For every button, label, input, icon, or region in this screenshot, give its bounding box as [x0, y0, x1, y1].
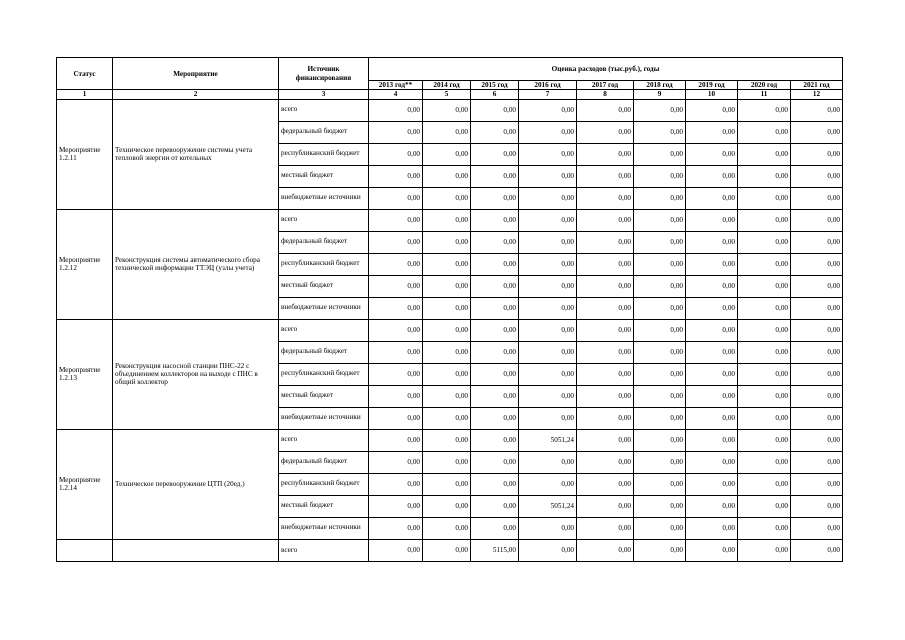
event-cell: Техническое перевооружение системы учета тепловой энергии от котельных [113, 99, 279, 209]
value-cell: 0,00 [369, 363, 423, 385]
value-cell: 0,00 [471, 451, 519, 473]
value-cell: 0,00 [471, 253, 519, 275]
year-header: 2020 год [738, 81, 791, 90]
event-cell: Реконструкция системы автоматического сбора технической информации ТТЭЦ (узлы учета) [113, 209, 279, 319]
value-cell: 0,00 [577, 473, 634, 495]
source-cell [279, 231, 369, 253]
source-cell [279, 187, 369, 209]
status-cell: Мероприятие 1.2.13 [57, 319, 113, 429]
source-cell [279, 385, 369, 407]
value-cell: 0,00 [471, 407, 519, 429]
value-cell: 0,00 [634, 297, 686, 319]
source-label: республиканский бюджет [281, 259, 360, 268]
value-cell: 0,00 [686, 187, 738, 209]
value-cell: 0,00 [738, 165, 791, 187]
value-cell: 0,00 [519, 341, 577, 363]
value-cell: 0,00 [738, 253, 791, 275]
value-cell: 0,00 [471, 165, 519, 187]
value-cell: 0,00 [519, 143, 577, 165]
source-label: республиканский бюджет [281, 369, 360, 378]
header-expenses: Оценка расходов (тыс.руб.), годы [369, 58, 843, 81]
column-number: 12 [791, 90, 843, 99]
value-cell: 0,00 [577, 407, 634, 429]
value-cell: 0,00 [791, 275, 843, 297]
value-cell: 0,00 [519, 121, 577, 143]
source-cell [279, 99, 369, 121]
value-cell: 0,00 [738, 99, 791, 121]
year-header: 2016 год [519, 81, 577, 90]
value-cell: 0,00 [423, 451, 471, 473]
value-cell: 0,00 [471, 121, 519, 143]
value-cell: 0,00 [471, 341, 519, 363]
value-cell: 0,00 [686, 253, 738, 275]
value-cell: 0,00 [634, 539, 686, 561]
value-cell: 0,00 [519, 451, 577, 473]
value-cell: 0,00 [791, 341, 843, 363]
value-cell: 0,00 [791, 165, 843, 187]
value-cell: 0,00 [791, 495, 843, 517]
value-cell: 0,00 [369, 495, 423, 517]
header-event: Мероприятие [113, 58, 279, 90]
source-cell [279, 495, 369, 517]
value-cell: 0,00 [634, 517, 686, 539]
value-cell: 0,00 [423, 539, 471, 561]
column-number: 5 [423, 90, 471, 99]
value-cell: 0,00 [634, 165, 686, 187]
status-cell: Мероприятие 1.2.12 [57, 209, 113, 319]
value-cell: 0,00 [423, 99, 471, 121]
value-cell: 0,00 [471, 143, 519, 165]
value-cell: 0,00 [471, 517, 519, 539]
source-label: местный бюджет [281, 501, 334, 510]
value-cell: 0,00 [577, 539, 634, 561]
value-cell: 0,00 [634, 363, 686, 385]
value-cell: 0,00 [577, 517, 634, 539]
value-cell: 0,00 [369, 275, 423, 297]
value-cell: 0,00 [577, 187, 634, 209]
value-cell: 0,00 [686, 319, 738, 341]
value-cell: 0,00 [738, 517, 791, 539]
value-cell: 5051,24 [519, 495, 577, 517]
year-header: 2018 год [634, 81, 686, 90]
value-cell: 0,00 [634, 99, 686, 121]
source-label: всего [281, 325, 298, 334]
value-cell: 0,00 [369, 319, 423, 341]
value-cell: 0,00 [519, 99, 577, 121]
value-cell: 0,00 [686, 429, 738, 451]
column-number: 7 [519, 90, 577, 99]
value-cell: 0,00 [519, 473, 577, 495]
column-number: 1 [57, 90, 113, 99]
value-cell: 0,00 [791, 297, 843, 319]
value-cell: 0,00 [791, 473, 843, 495]
value-cell: 0,00 [634, 187, 686, 209]
value-cell: 0,00 [634, 121, 686, 143]
value-cell: 0,00 [519, 253, 577, 275]
value-cell: 0,00 [634, 319, 686, 341]
year-header: 2017 год [577, 81, 634, 90]
value-cell: 0,00 [519, 231, 577, 253]
value-cell: 0,00 [369, 385, 423, 407]
value-cell: 0,00 [738, 275, 791, 297]
source-label: федеральный бюджет [281, 127, 348, 136]
value-cell: 0,00 [738, 341, 791, 363]
value-cell: 0,00 [791, 429, 843, 451]
column-number: 2 [113, 90, 279, 99]
source-cell [279, 429, 369, 451]
value-cell: 0,00 [423, 363, 471, 385]
source-cell [279, 341, 369, 363]
table-header [57, 58, 843, 100]
value-cell: 0,00 [577, 99, 634, 121]
value-cell: 0,00 [519, 297, 577, 319]
value-cell: 0,00 [686, 385, 738, 407]
value-cell: 0,00 [634, 385, 686, 407]
value-cell: 0,00 [738, 121, 791, 143]
value-cell: 0,00 [423, 231, 471, 253]
value-cell: 0,00 [423, 517, 471, 539]
value-cell: 0,00 [423, 187, 471, 209]
value-cell: 0,00 [577, 319, 634, 341]
value-cell: 5051,24 [519, 429, 577, 451]
value-cell: 0,00 [686, 297, 738, 319]
source-label: местный бюджет [281, 171, 334, 180]
value-cell: 0,00 [577, 451, 634, 473]
value-cell: 0,00 [471, 363, 519, 385]
value-cell: 0,00 [423, 275, 471, 297]
value-cell: 0,00 [686, 209, 738, 231]
value-cell: 0,00 [471, 319, 519, 341]
value-cell: 0,00 [471, 385, 519, 407]
column-number: 9 [634, 90, 686, 99]
value-cell: 0,00 [577, 385, 634, 407]
source-cell [279, 165, 369, 187]
value-cell: 0,00 [634, 341, 686, 363]
value-cell: 0,00 [577, 165, 634, 187]
value-cell: 0,00 [577, 121, 634, 143]
value-cell: 0,00 [423, 143, 471, 165]
source-label: федеральный бюджет [281, 237, 348, 246]
value-cell: 0,00 [634, 451, 686, 473]
value-cell: 0,00 [577, 253, 634, 275]
value-cell: 0,00 [686, 341, 738, 363]
value-cell: 0,00 [369, 407, 423, 429]
source-label: всего [281, 105, 298, 114]
value-cell: 0,00 [577, 429, 634, 451]
column-number: 4 [369, 90, 423, 99]
value-cell: 0,00 [423, 407, 471, 429]
value-cell: 0,00 [423, 253, 471, 275]
value-cell: 0,00 [634, 253, 686, 275]
year-header: 2021 год [791, 81, 843, 90]
value-cell: 0,00 [369, 209, 423, 231]
source-cell [279, 473, 369, 495]
value-cell: 0,00 [738, 143, 791, 165]
source-label: федеральный бюджет [281, 457, 348, 466]
value-cell: 0,00 [471, 99, 519, 121]
source-cell [279, 121, 369, 143]
source-label: всего [281, 435, 298, 444]
value-cell: 0,00 [791, 99, 843, 121]
value-cell: 0,00 [634, 495, 686, 517]
value-cell: 0,00 [471, 187, 519, 209]
value-cell: 0,00 [369, 297, 423, 319]
event-cell [113, 539, 279, 561]
value-cell: 0,00 [369, 165, 423, 187]
header-status: Статус [57, 58, 113, 90]
value-cell: 0,00 [577, 341, 634, 363]
value-cell: 0,00 [738, 451, 791, 473]
value-cell: 0,00 [791, 143, 843, 165]
column-number-row [57, 90, 843, 99]
value-cell: 0,00 [738, 407, 791, 429]
value-cell: 0,00 [791, 517, 843, 539]
value-cell: 0,00 [634, 275, 686, 297]
value-cell: 0,00 [738, 187, 791, 209]
value-cell: 5115,00 [471, 539, 519, 561]
value-cell: 0,00 [471, 209, 519, 231]
value-cell: 0,00 [686, 473, 738, 495]
value-cell: 0,00 [686, 517, 738, 539]
value-cell: 0,00 [791, 363, 843, 385]
value-cell: 0,00 [738, 363, 791, 385]
source-cell [279, 253, 369, 275]
value-cell: 0,00 [738, 297, 791, 319]
value-cell: 0,00 [423, 429, 471, 451]
value-cell: 0,00 [369, 143, 423, 165]
value-cell: 0,00 [423, 495, 471, 517]
source-cell [279, 209, 369, 231]
column-number: 10 [686, 90, 738, 99]
value-cell: 0,00 [791, 253, 843, 275]
value-cell: 0,00 [634, 473, 686, 495]
source-cell: всего [279, 539, 369, 561]
value-cell: 0,00 [519, 363, 577, 385]
value-cell: 0,00 [471, 429, 519, 451]
value-cell: 0,00 [686, 231, 738, 253]
value-cell: 0,00 [791, 539, 843, 561]
source-cell [279, 275, 369, 297]
value-cell: 0,00 [369, 473, 423, 495]
value-cell: 0,00 [791, 451, 843, 473]
year-header: 2019 год [686, 81, 738, 90]
year-header: 2015 год [471, 81, 519, 90]
value-cell: 0,00 [738, 473, 791, 495]
value-cell: 0,00 [634, 231, 686, 253]
value-cell: 0,00 [738, 231, 791, 253]
value-cell: 0,00 [738, 319, 791, 341]
value-cell: 0,00 [577, 231, 634, 253]
value-cell: 0,00 [686, 99, 738, 121]
value-cell: 0,00 [519, 275, 577, 297]
value-cell: 0,00 [686, 539, 738, 561]
value-cell: 0,00 [577, 297, 634, 319]
value-cell: 0,00 [369, 187, 423, 209]
value-cell: 0,00 [369, 99, 423, 121]
year-header: 2014 год [423, 81, 471, 90]
value-cell: 0,00 [423, 297, 471, 319]
value-cell: 0,00 [686, 165, 738, 187]
value-cell: 0,00 [791, 231, 843, 253]
status-cell [57, 539, 113, 561]
source-cell [279, 363, 369, 385]
table-row [57, 209, 843, 231]
value-cell: 0,00 [519, 319, 577, 341]
value-cell: 0,00 [634, 209, 686, 231]
table-row [57, 539, 843, 561]
table-row [57, 99, 843, 121]
value-cell: 0,00 [423, 319, 471, 341]
column-number: 3 [279, 90, 369, 99]
value-cell: 0,00 [369, 517, 423, 539]
value-cell: 0,00 [423, 165, 471, 187]
value-cell: 0,00 [423, 341, 471, 363]
source-cell [279, 297, 369, 319]
source-label: местный бюджет [281, 281, 334, 290]
value-cell: 0,00 [738, 429, 791, 451]
event-cell: Техническое перевооружение ЦТП (20ед.) [113, 429, 279, 539]
value-cell: 0,00 [738, 209, 791, 231]
value-cell: 0,00 [738, 495, 791, 517]
value-cell: 0,00 [369, 231, 423, 253]
value-cell: 0,00 [791, 385, 843, 407]
value-cell: 0,00 [577, 495, 634, 517]
value-cell: 0,00 [634, 429, 686, 451]
source-label: внебюджетные источники [281, 193, 361, 202]
value-cell: 0,00 [519, 539, 577, 561]
source-cell [279, 451, 369, 473]
value-cell: 0,00 [791, 187, 843, 209]
value-cell: 0,00 [519, 517, 577, 539]
header-source: Источник финансирования [279, 58, 369, 90]
status-cell: Мероприятие 1.2.14 [57, 429, 113, 539]
value-cell: 0,00 [423, 473, 471, 495]
value-cell: 0,00 [423, 385, 471, 407]
value-cell: 0,00 [423, 121, 471, 143]
value-cell: 0,00 [369, 429, 423, 451]
value-cell: 0,00 [686, 363, 738, 385]
value-cell: 0,00 [738, 385, 791, 407]
value-cell: 0,00 [471, 231, 519, 253]
value-cell: 0,00 [634, 407, 686, 429]
year-header: 2013 год** [369, 81, 423, 90]
value-cell: 0,00 [577, 209, 634, 231]
value-cell: 0,00 [791, 319, 843, 341]
value-cell: 0,00 [686, 407, 738, 429]
column-number: 8 [577, 90, 634, 99]
source-label: федеральный бюджет [281, 347, 348, 356]
value-cell: 0,00 [519, 165, 577, 187]
source-label: внебюджетные источники [281, 413, 361, 422]
event-cell: Реконструкция насосной станции ПНС-22 с объединением коллекторов на выходе с ПНС в общий коллектор [113, 319, 279, 429]
source-label: местный бюджет [281, 391, 334, 400]
value-cell: 0,00 [519, 209, 577, 231]
value-cell: 0,00 [686, 143, 738, 165]
column-number: 11 [738, 90, 791, 99]
value-cell: 0,00 [471, 297, 519, 319]
value-cell: 0,00 [471, 473, 519, 495]
table-row [57, 319, 843, 341]
value-cell: 0,00 [577, 143, 634, 165]
source-label: внебюджетные источники [281, 303, 361, 312]
value-cell: 0,00 [369, 121, 423, 143]
source-label: всего [281, 215, 298, 224]
value-cell: 0,00 [369, 253, 423, 275]
table-row [57, 429, 843, 451]
value-cell: 0,00 [686, 495, 738, 517]
source-cell [279, 517, 369, 539]
value-cell: 0,00 [471, 275, 519, 297]
source-label: республиканский бюджет [281, 479, 360, 488]
value-cell: 0,00 [369, 341, 423, 363]
budget-table [56, 57, 843, 562]
value-cell: 0,00 [686, 275, 738, 297]
value-cell: 0,00 [791, 209, 843, 231]
value-cell: 0,00 [577, 363, 634, 385]
source-cell [279, 319, 369, 341]
source-cell [279, 407, 369, 429]
value-cell: 0,00 [369, 539, 423, 561]
source-cell [279, 143, 369, 165]
value-cell: 0,00 [686, 451, 738, 473]
column-number: 6 [471, 90, 519, 99]
table-body [57, 99, 843, 561]
value-cell: 0,00 [519, 187, 577, 209]
source-label: республиканский бюджет [281, 149, 360, 158]
source-label: внебюджетные источники [281, 523, 361, 532]
value-cell: 0,00 [791, 407, 843, 429]
value-cell: 0,00 [369, 451, 423, 473]
status-cell: Мероприятие 1.2.11 [57, 99, 113, 209]
value-cell: 0,00 [423, 209, 471, 231]
value-cell: 0,00 [519, 385, 577, 407]
value-cell: 0,00 [634, 143, 686, 165]
value-cell: 0,00 [686, 121, 738, 143]
value-cell: 0,00 [791, 121, 843, 143]
value-cell: 0,00 [471, 495, 519, 517]
value-cell: 0,00 [519, 407, 577, 429]
value-cell: 0,00 [738, 539, 791, 561]
value-cell: 0,00 [577, 275, 634, 297]
